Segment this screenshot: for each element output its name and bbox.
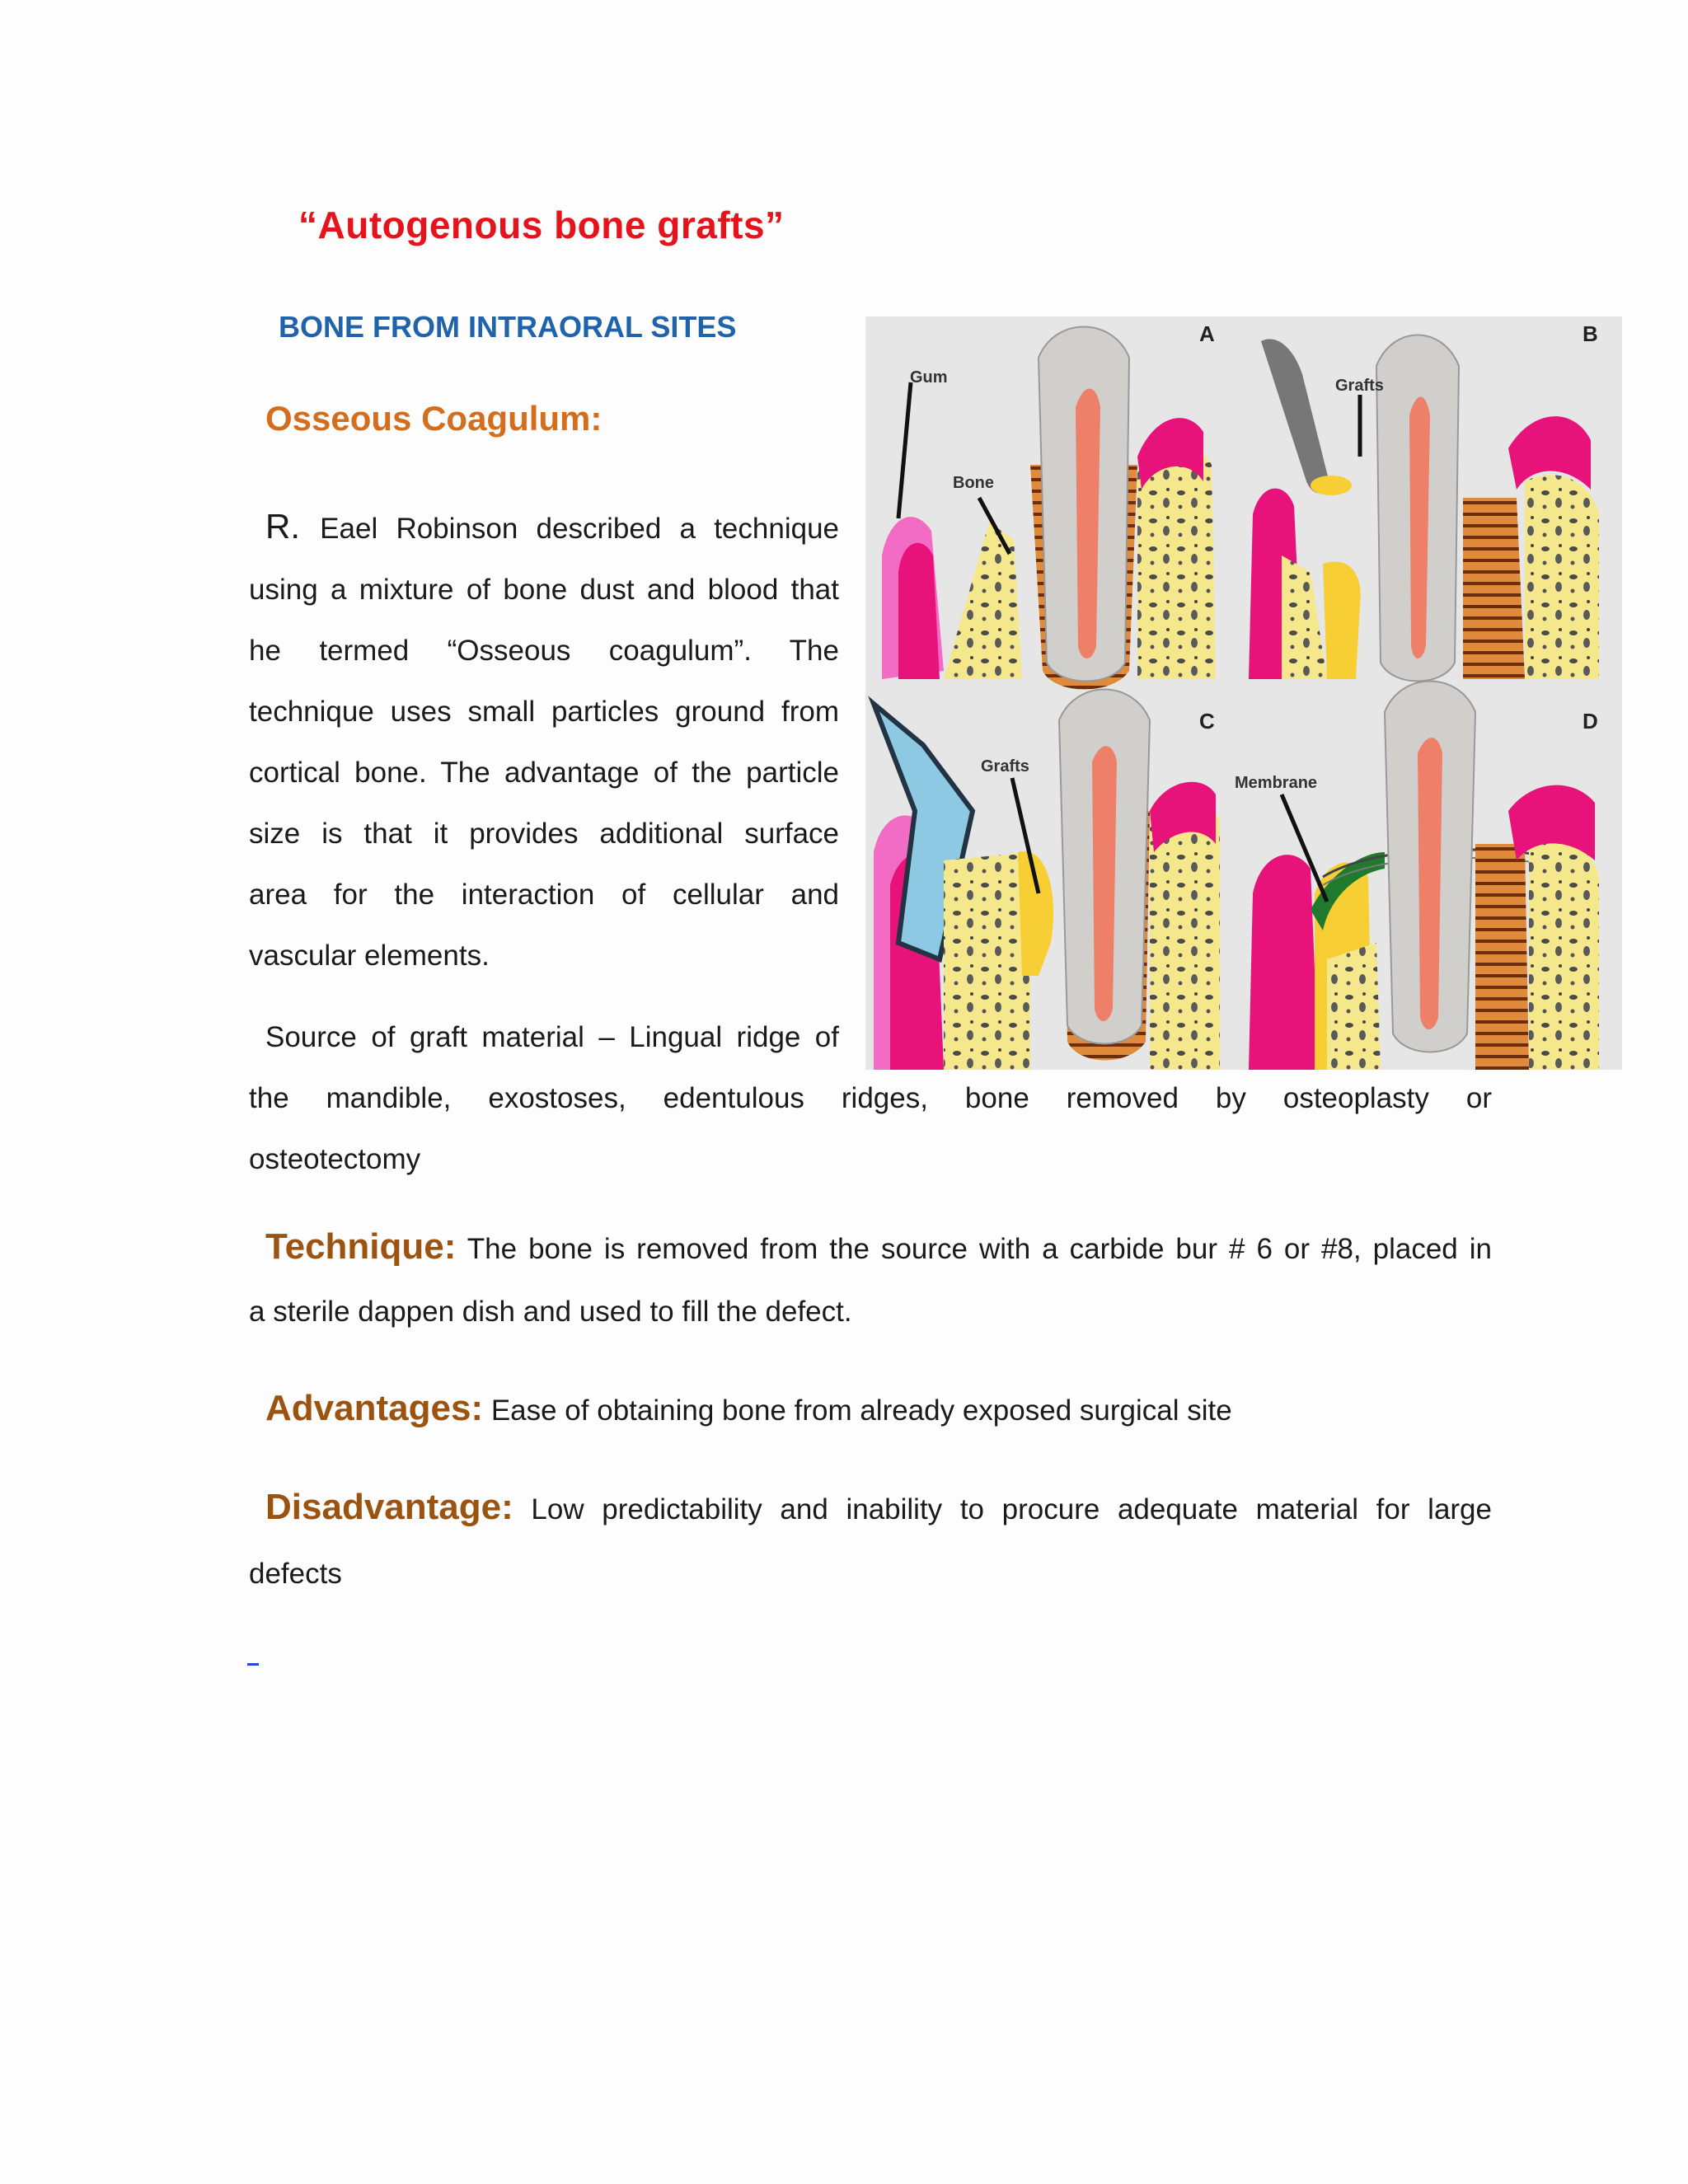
section-heading: BONE FROM INTRAORAL SITES — [279, 310, 737, 344]
initial-letter: R. — [265, 507, 300, 546]
bone-a-right — [1137, 447, 1216, 679]
blue-dash-mark — [247, 1663, 259, 1666]
pulp-c — [1092, 746, 1117, 1021]
gum-d-left — [1249, 855, 1319, 1070]
label-membrane: Membrane — [1235, 774, 1318, 792]
gum-a-left-dark — [898, 543, 940, 679]
graft-b — [1323, 561, 1361, 679]
panel-letter-b: B — [1582, 321, 1598, 346]
advantages-label: Advantages: — [265, 1388, 484, 1428]
panel-letter-a: A — [1199, 321, 1215, 346]
paragraph-robinson — [249, 496, 839, 987]
label-grafts-b: Grafts — [1335, 377, 1384, 395]
paragraph-line: he termed “Osseous coagulum”. The — [249, 635, 839, 667]
technique-line-2: a sterile dappen dish and used to fill the defect. — [249, 1296, 852, 1328]
panel-letter-d: D — [1582, 709, 1598, 733]
bone-graft-figure — [865, 316, 1622, 1070]
paragraph-line: vascular elements. — [249, 940, 490, 972]
ligament-d — [1475, 844, 1529, 1070]
label-gum: Gum — [910, 368, 948, 387]
disadvantage-label: Disadvantage: — [265, 1487, 513, 1527]
technique-label: Technique: — [265, 1226, 457, 1267]
label-bone: Bone — [953, 474, 994, 492]
source-line-3: osteotectomy — [249, 1143, 421, 1175]
line-text: Source of graft material – Lingual ridge of — [265, 1021, 839, 1053]
document-title: “Autogenous bone grafts” — [298, 204, 785, 246]
source-line-1 — [249, 1007, 839, 1068]
pulp-d — [1418, 738, 1442, 1029]
bone-c — [944, 852, 1030, 1070]
advantages-text: Ease of obtaining bone from already exposed surgical site — [490, 1394, 1232, 1427]
pulp-a — [1076, 389, 1100, 659]
bone-d-right — [1529, 837, 1599, 1070]
label-grafts-c: Grafts — [981, 757, 1029, 776]
ligament-b — [1463, 498, 1525, 679]
technique-text: The bone is removed from the source with a carbide bur # 6 or #8, placed in — [467, 1233, 1492, 1265]
disadvantage-line-1 — [249, 1487, 1492, 1528]
bone-d — [1327, 943, 1381, 1070]
paragraph-line: technique uses small particles ground from — [249, 696, 839, 728]
panel-letter-c: C — [1199, 709, 1215, 733]
advantages-line — [249, 1388, 1492, 1429]
technique-line-1 — [249, 1226, 1492, 1268]
disadvantage-line-2: defects — [249, 1558, 342, 1590]
paragraph-line — [249, 496, 839, 560]
paragraph-line: using a mixture of bone dust and blood that — [249, 574, 839, 606]
subheading-osseous-coagulum: Osseous Coagulum: — [265, 399, 603, 438]
disadvantage-text: Low predictability and inability to procure adequate material for large — [531, 1493, 1492, 1526]
line-text: Eael Robinson described a technique — [320, 513, 840, 545]
graft-on-spatula — [1311, 476, 1352, 495]
source-line-2: the mandible, exostoses, edentulous ridges, bone removed by osteoplasty or — [249, 1082, 1492, 1114]
paragraph-line: cortical bone. The advantage of the particle — [249, 757, 839, 789]
paragraph-line: area for the interaction of cellular and — [249, 879, 839, 911]
paragraph-line: size is that it provides additional surface — [249, 818, 839, 850]
bone-b-right — [1525, 475, 1599, 679]
